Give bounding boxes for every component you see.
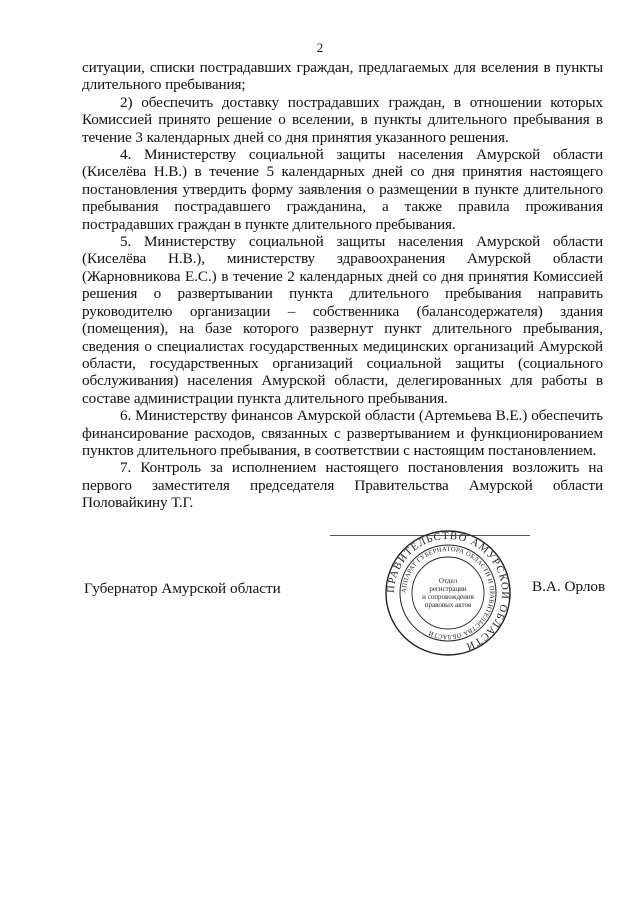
stamp-center-line: регистрации	[429, 585, 467, 593]
paragraph-item-7: 7. Контроль за исполнением настоящего постановления возложить на первого заместителя председателя Правительства Амурской области Половайкину Т.Г.	[82, 459, 603, 512]
stamp-outer-text: ПРАВИТЕЛЬСТВО АМУРСКОЙ ОБЛАСТИ	[385, 530, 511, 652]
paragraph-item-2: 2) обеспечить доставку пострадавших граждан, в отношении которых Комиссией принято решение о вселении, в пункты длительного пребывания в течение 3 календарных дней со дня принятия указанного решения.	[82, 93, 603, 146]
document-body	[82, 59, 603, 512]
paragraph-item-4: 4. Министерству социальной защиты населения Амурской области (Киселёва Н.В.) в течение 5 календарных дней со дня принятия настоящего постановления утвердить форму заявления о размещении в пункте длительного пребывания пострадавшего гражданина, а также правила проживания пострадавших граждан в пункте длительного пребывания.	[82, 146, 603, 233]
paragraph-item-6: 6. Министерству финансов Амурской области (Артемьева В.Е.) обеспечить финансирование расходов, связанных с развертыванием и функционированием пунктов длительного пребывания, в соответствии с настоящим постановлением.	[82, 407, 603, 459]
stamp-center-line: и сопровождения	[422, 593, 474, 601]
signatory-name: В.А. Орлов	[532, 578, 606, 595]
stamp-center-line: Отдел	[438, 577, 458, 585]
official-stamp	[383, 528, 513, 658]
stamp-inner-text: АППАРАТ ГУБЕРНАТОРА ОБЛАСТИ И ПРАВИТЕЛЬСТВА ОБЛАСТИ	[400, 545, 496, 641]
paragraph-item-5: 5. Министерству социальной защиты населения Амурской области (Киселёва Н.В.), министерству здравоохранения Амурской области (Жарновникова Е.С.) в течение 2 календарных дней со дня принятия Комиссией решения о развертывании пункта длительного пребывания направить руководителю организации – собственника (балансодержателя) здания (помещения), на базе которого развернут пункт длительного пребывания, сведения о специалистах государственных медицинских организаций Амурской области, государственных организаций социальной защиты (социального обслуживания) населения Амурской области, делегированных для работы в составе администрации пункта длительного пребывания.	[82, 233, 603, 407]
signatory-position: Губернатор Амурской области	[84, 580, 281, 597]
stamp-seal	[383, 528, 513, 658]
stamp-center-line: правовых актов	[424, 601, 472, 609]
page-number: 2	[316, 40, 324, 55]
paragraph-continuation: ситуации, списки пострадавших граждан, предлагаемых для вселения в пункты длительного пребывания;	[82, 59, 603, 94]
